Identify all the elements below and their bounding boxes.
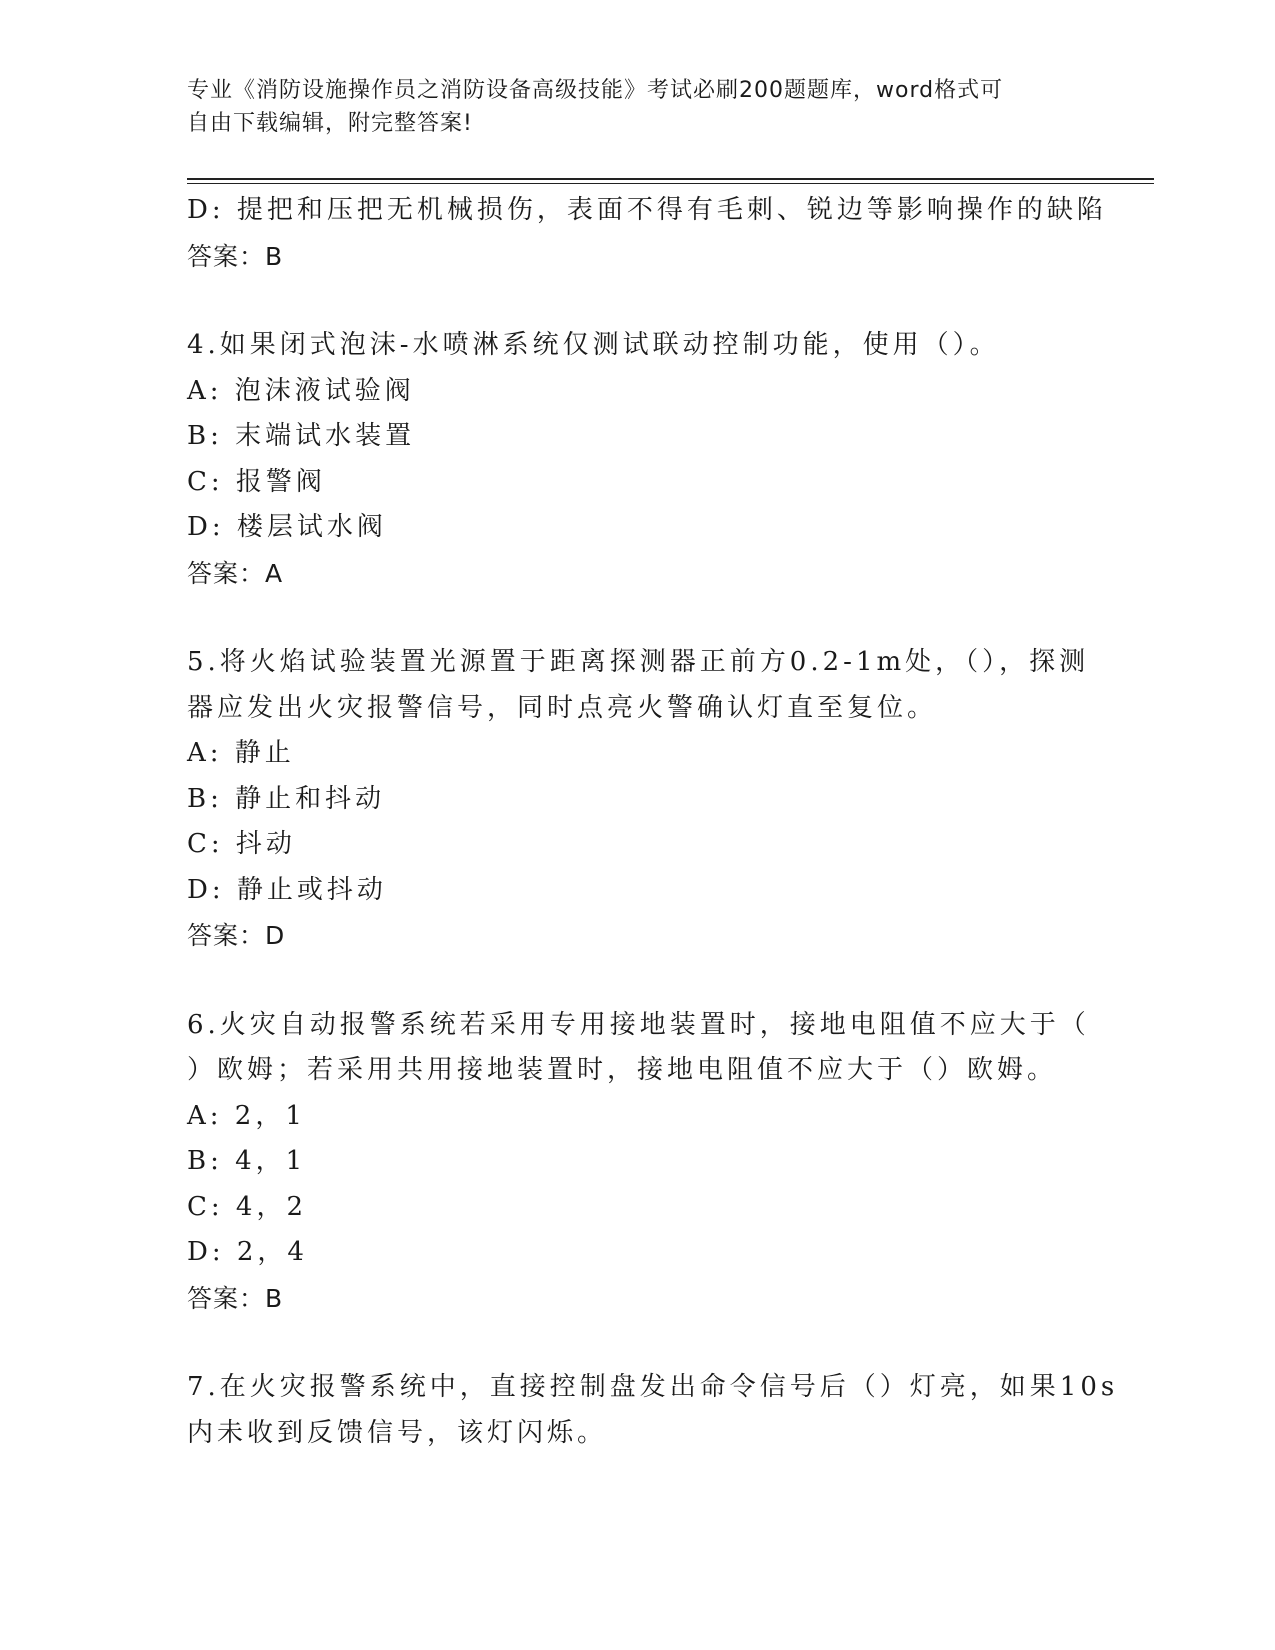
question-7 — [187, 1365, 1119, 1456]
document-header — [187, 74, 1067, 140]
question-text: 5.将火焰试验装置光源置于距离探测器正前方0.2-1m处，（），探测 — [187, 647, 1090, 677]
question-text: 器应发出火灾报警信号，同时点亮火警确认灯直至复位。 — [187, 692, 938, 723]
carryover-question — [187, 188, 1107, 279]
answer-line: 答案：A — [187, 558, 284, 588]
option-b: B: 4，1 — [187, 1146, 307, 1176]
option-a: A: 泡沫液试验阀 — [187, 375, 415, 406]
question-4 — [187, 323, 1087, 596]
option-b: B: 静止和抖动 — [187, 783, 386, 814]
option-b: B: 末端试水装置 — [187, 421, 416, 451]
option-c: C: 4，2 — [187, 1191, 308, 1222]
question-text: 6.火灾自动报警系统若采用专用接地装置时，接地电阻值不应大于（ — [187, 1009, 1090, 1040]
option-c: C: 报警阀 — [187, 466, 326, 497]
header-title-line-2: 自由下载编辑，附完整答案! — [187, 111, 473, 136]
option-d: D: 楼层试水阀 — [187, 512, 387, 542]
question-6 — [187, 1003, 1090, 1322]
question-text: 内未收到反馈信号，该灯闪烁。 — [187, 1417, 608, 1448]
question-text: 7.在火灾报警系统中，直接控制盘发出命令信号后（）灯亮，如果10s — [187, 1372, 1119, 1402]
answer-line: 答案：D — [187, 921, 286, 950]
question-5 — [187, 640, 1090, 959]
option-c: C: 抖动 — [187, 829, 296, 859]
header-divider — [187, 178, 1154, 184]
answer-line: 答案：B — [187, 241, 284, 271]
question-content — [187, 188, 1119, 1456]
header-title-line-1: 专业《消防设施操作员之消防设备高级技能》考试必刷200题题库，word格式可 — [187, 78, 1004, 103]
question-text: 4.如果闭式泡沫-水喷淋系统仅测试联动控制功能，使用（）。 — [187, 330, 1000, 360]
option-d: D: 2，4 — [187, 1237, 308, 1267]
question-text: ）欧姆；若采用共用接地装置时，接地电阻值不应大于（）欧姆。 — [187, 1055, 1058, 1085]
answer-line: 答案：B — [187, 1283, 284, 1313]
option-d: D: 静止或抖动 — [187, 874, 387, 905]
option-a: A: 2，1 — [187, 1100, 306, 1131]
option-a: A: 静止 — [187, 738, 295, 768]
option-d: D: 提把和压把无机械损伤，表面不得有毛刺、锐边等影响操作的缺陷 — [187, 195, 1107, 225]
